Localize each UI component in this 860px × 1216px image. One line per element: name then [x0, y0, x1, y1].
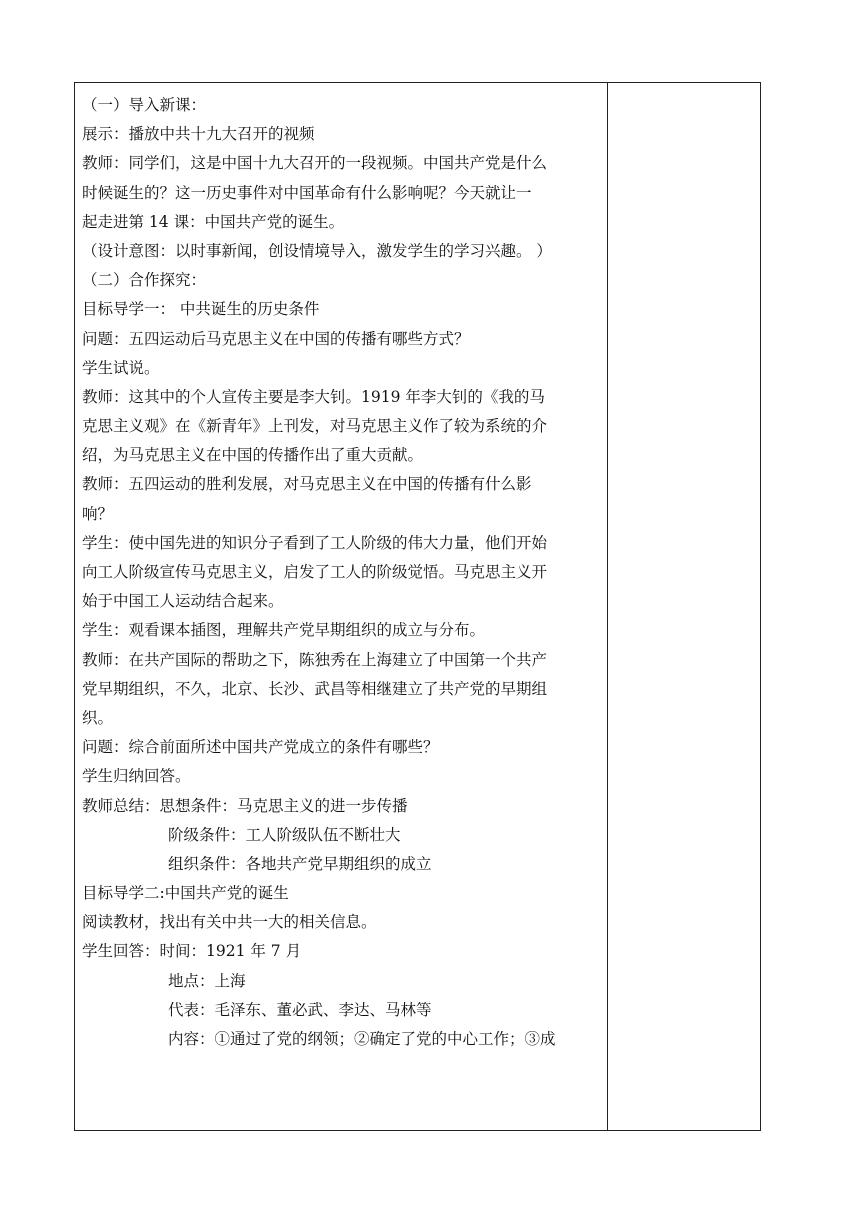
text-line: 问题：五四运动后马克思主义在中国的传播有哪些方式？ [82, 329, 470, 348]
text-line: 学生：观看课本插图，理解共产党早期组织的成立与分布。 [82, 621, 486, 640]
text-line: 教师：这其中的个人宣传主要是李大钊。1919 年李大钊的《我的马 [82, 387, 545, 406]
text-line: （一）导入新课： [82, 96, 207, 114]
lesson-content-cell [82, 91, 600, 1054]
text-line: 阶级条件：工人阶级队伍不断壮大 [168, 825, 401, 844]
text-line: 内容：①通过了党的纲领；②确定了党的中心工作；③成 [168, 1030, 556, 1048]
text-line: 组织条件：各地共产党早期组织的成立 [168, 854, 432, 873]
text-line: 地点：上海 [168, 971, 246, 990]
text-line: 绍，为马克思主义在中国的传播作出了重大贡献。 [82, 446, 424, 465]
text-line: 学生回答：时间：1921 年 7 月 [82, 942, 302, 961]
text-line: 织。 [82, 708, 114, 727]
text-line: 时候诞生的？这一历史事件对中国革命有什么影响呢？今天就让一 [82, 183, 532, 202]
text-line: 教师：同学们，这是中国十九大召开的一段视频。中国共产党是什么 [82, 154, 548, 173]
text-line: 阅读教材，找出有关中共一大的相关信息。 [82, 913, 377, 932]
notes-cell [608, 83, 760, 1130]
text-line: 始于中国工人运动结合起来。 [82, 592, 284, 611]
text-line: 向工人阶级宣传马克思主义，启发了工人的阶级觉悟。马克思主义开 [82, 563, 548, 581]
text-line: 学生：使中国先进的知识分子看到了工人阶级的伟大力量，他们开始 [82, 533, 548, 552]
text-line: 起走进第 14 课：中国共产党的诞生。 [82, 212, 345, 231]
text-line: 问题：综合前面所述中国共产党成立的条件有哪些？ [82, 738, 439, 757]
text-line: 教师总结：思想条件：马克思主义的进一步传播 [82, 796, 408, 815]
text-line: （二）合作探究： [82, 271, 207, 290]
text-line: 教师：五四运动的胜利发展，对马克思主义在中国的传播有什么影 [82, 475, 532, 494]
text-line: 党早期组织，不久，北京、长沙、武昌等相继建立了共产党的早期组 [82, 679, 548, 698]
text-line: 目标导学一： 中共诞生的历史条件 [82, 300, 320, 319]
text-line: 学生试说。 [82, 358, 160, 377]
text-line: （设计意图：以时事新闻，创设情境导入，激发学生的学习兴趣。 ） [82, 241, 552, 260]
text-line: 学生归纳回答。 [82, 767, 191, 786]
text-line: 克思主义观》在《新青年》上刊发，对马克思主义作了较为系统的介 [82, 417, 548, 436]
text-line: 展示：播放中共十九大召开的视频 [82, 125, 315, 144]
text-line: 代表：毛泽东、董必武、李达、马林等 [168, 1000, 432, 1019]
text-line: 响？ [82, 504, 114, 523]
lesson-plan-table [74, 82, 761, 1131]
text-line: 目标导学二:中国共产党的诞生 [82, 884, 289, 903]
text-line: 教师：在共产国际的帮助之下，陈独秀在上海建立了中国第一个共产 [82, 650, 548, 669]
